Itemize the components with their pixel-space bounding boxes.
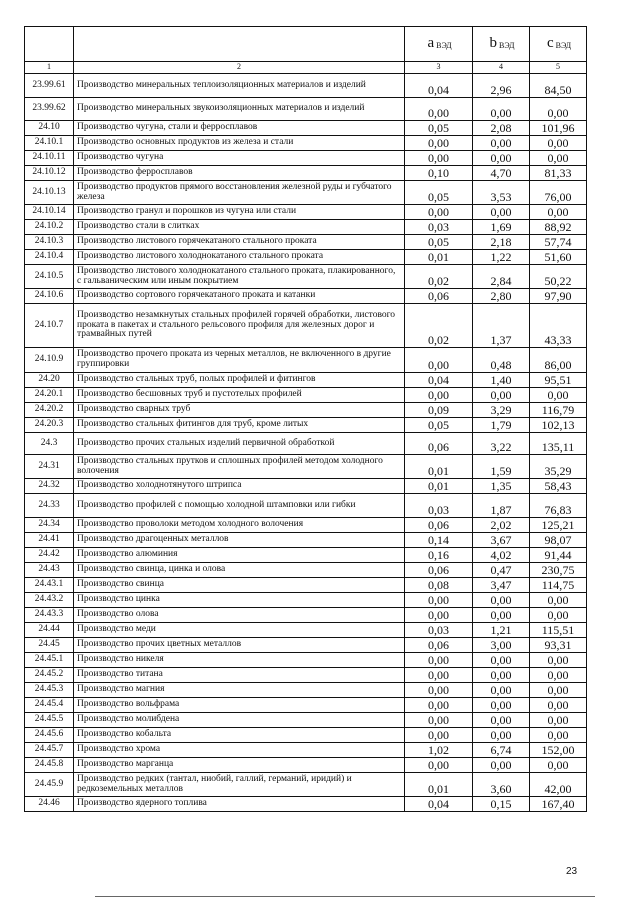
value-a-cell: 0,04 — [405, 74, 473, 98]
header-cell-c — [530, 27, 587, 62]
value-a-cell: 0,00 — [405, 136, 473, 151]
activity-name-cell: Производство холоднотянутого штрипса — [74, 479, 405, 494]
value-c-cell: 43,33 — [530, 304, 587, 348]
activity-name-cell: Производство прочих стальных изделий первичной обработкой — [74, 433, 405, 455]
activity-name-cell: Производство редких (тантал, ниобий, галлий, германий, иридий) и редкоземельных металлов — [74, 773, 405, 797]
value-a-cell: 0,05 — [405, 418, 473, 433]
value-a-cell: 0,01 — [405, 479, 473, 494]
value-a-cell: 0,01 — [405, 773, 473, 797]
value-a-cell: 0,05 — [405, 181, 473, 205]
value-c-cell: 98,07 — [530, 533, 587, 548]
table-row — [25, 250, 587, 265]
activity-code-cell: 24.43.3 — [25, 608, 74, 623]
table-row — [25, 136, 587, 151]
table-row — [25, 403, 587, 418]
table-row — [25, 533, 587, 548]
value-c-cell: 97,90 — [530, 289, 587, 304]
activity-code-cell: 24.45.9 — [25, 773, 74, 797]
table-row — [25, 518, 587, 533]
value-c-cell: 116,79 — [530, 403, 587, 418]
table-row — [25, 121, 587, 136]
table-row — [25, 623, 587, 638]
value-a-cell: 0,16 — [405, 548, 473, 563]
value-a-cell: 0,03 — [405, 494, 473, 518]
table-row — [25, 494, 587, 518]
table-row — [25, 455, 587, 479]
table-row — [25, 348, 587, 373]
activity-code-cell: 24.41 — [25, 533, 74, 548]
activity-code-cell: 24.10.2 — [25, 220, 74, 235]
value-b-cell: 0,00 — [473, 653, 530, 668]
value-b-cell: 1,22 — [473, 250, 530, 265]
value-a-cell: 0,00 — [405, 698, 473, 713]
header-b-label: b — [489, 35, 498, 52]
activity-code-cell: 24.44 — [25, 623, 74, 638]
value-b-cell: 0,00 — [473, 683, 530, 698]
activity-name-cell: Производство олова — [74, 608, 405, 623]
value-b-cell: 0,00 — [473, 136, 530, 151]
value-c-cell: 0,00 — [530, 653, 587, 668]
activity-code-cell: 24.43.1 — [25, 578, 74, 593]
value-c-cell: 50,22 — [530, 265, 587, 289]
activity-name-cell: Производство сварных труб — [74, 403, 405, 418]
activity-code-cell: 24.45.6 — [25, 728, 74, 743]
value-b-cell: 0,00 — [473, 608, 530, 623]
activity-name-cell: Производство свинца — [74, 578, 405, 593]
value-b-cell: 0,00 — [473, 388, 530, 403]
value-a-cell: 0,06 — [405, 638, 473, 653]
header-cell-name — [74, 27, 405, 62]
value-c-cell: 0,00 — [530, 205, 587, 220]
activity-name-cell: Производство марганца — [74, 758, 405, 773]
value-b-cell: 1,40 — [473, 373, 530, 388]
value-a-cell: 0,00 — [405, 151, 473, 166]
value-c-cell: 125,21 — [530, 518, 587, 533]
activity-code-cell: 24.10.7 — [25, 304, 74, 348]
table-row — [25, 304, 587, 348]
value-b-cell: 3,67 — [473, 533, 530, 548]
table-row — [25, 683, 587, 698]
activity-code-cell: 24.42 — [25, 548, 74, 563]
value-b-cell: 0,00 — [473, 98, 530, 121]
value-a-cell: 0,06 — [405, 518, 473, 533]
value-c-cell: 0,00 — [530, 593, 587, 608]
value-b-cell: 0,00 — [473, 668, 530, 683]
table-row — [25, 653, 587, 668]
activity-name-cell: Производство магния — [74, 683, 405, 698]
activity-name-cell: Производство стальных фитингов для труб, кроме литых — [74, 418, 405, 433]
value-c-cell: 0,00 — [530, 98, 587, 121]
table-row — [25, 479, 587, 494]
activity-name-cell: Производство стальных прутков и сплошных профилей методом холодного волочения — [74, 455, 405, 479]
activity-name-cell: Производство чугуна — [74, 151, 405, 166]
value-b-cell: 0,00 — [473, 698, 530, 713]
value-b-cell: 1,37 — [473, 304, 530, 348]
activity-code-cell: 24.45.1 — [25, 653, 74, 668]
activity-name-cell: Производство молибдена — [74, 713, 405, 728]
value-c-cell: 88,92 — [530, 220, 587, 235]
activity-name-cell: Производство ферросплавов — [74, 166, 405, 181]
value-c-cell: 0,00 — [530, 683, 587, 698]
column-number: 5 — [530, 62, 587, 74]
table-row — [25, 608, 587, 623]
value-c-cell: 102,13 — [530, 418, 587, 433]
value-a-cell: 0,02 — [405, 265, 473, 289]
value-b-cell: 3,47 — [473, 578, 530, 593]
header-c-subscript: ВЭД — [555, 41, 572, 51]
table-row — [25, 373, 587, 388]
value-b-cell: 3,22 — [473, 433, 530, 455]
value-b-cell: 1,69 — [473, 220, 530, 235]
activity-code-cell: 24.10.12 — [25, 166, 74, 181]
activity-name-cell: Производство минеральных звукоизоляционных материалов и изделий — [74, 98, 405, 121]
activity-code-cell: 24.34 — [25, 518, 74, 533]
value-a-cell: 0,00 — [405, 758, 473, 773]
value-a-cell: 0,08 — [405, 578, 473, 593]
value-c-cell: 0,00 — [530, 388, 587, 403]
value-a-cell: 0,01 — [405, 455, 473, 479]
table-row — [25, 151, 587, 166]
activity-code-cell: 24.10.9 — [25, 348, 74, 373]
value-a-cell: 0,00 — [405, 713, 473, 728]
column-number: 1 — [25, 62, 74, 74]
table-row — [25, 548, 587, 563]
value-c-cell: 0,00 — [530, 758, 587, 773]
value-a-cell: 0,00 — [405, 653, 473, 668]
value-a-cell: 0,03 — [405, 623, 473, 638]
value-c-cell: 81,33 — [530, 166, 587, 181]
activity-name-cell: Производство чугуна, стали и ферросплавов — [74, 121, 405, 136]
activity-code-cell: 24.43 — [25, 563, 74, 578]
value-c-cell: 152,00 — [530, 743, 587, 758]
value-b-cell: 2,08 — [473, 121, 530, 136]
activity-code-cell: 24.45.3 — [25, 683, 74, 698]
activity-code-cell: 24.20 — [25, 373, 74, 388]
activity-code-cell: 23.99.62 — [25, 98, 74, 121]
value-b-cell: 3,00 — [473, 638, 530, 653]
header-a-label: а — [427, 35, 435, 52]
value-a-cell: 0,09 — [405, 403, 473, 418]
value-a-cell: 0,06 — [405, 289, 473, 304]
value-c-cell: 57,74 — [530, 235, 587, 250]
activity-code-cell: 24.10.3 — [25, 235, 74, 250]
value-b-cell: 0,00 — [473, 593, 530, 608]
table-row — [25, 265, 587, 289]
table-row — [25, 166, 587, 181]
value-b-cell: 4,02 — [473, 548, 530, 563]
value-c-cell: 84,50 — [530, 74, 587, 98]
value-b-cell: 1,59 — [473, 455, 530, 479]
table-row — [25, 728, 587, 743]
value-c-cell: 114,75 — [530, 578, 587, 593]
value-b-cell: 1,87 — [473, 494, 530, 518]
value-a-cell: 0,05 — [405, 121, 473, 136]
coefficients-table — [24, 26, 587, 812]
table-row — [25, 74, 587, 98]
activity-code-cell: 24.10.13 — [25, 181, 74, 205]
value-a-cell: 0,00 — [405, 388, 473, 403]
activity-code-cell: 24.45 — [25, 638, 74, 653]
value-a-cell: 0,01 — [405, 250, 473, 265]
table-row — [25, 181, 587, 205]
table-row — [25, 433, 587, 455]
table-row — [25, 638, 587, 653]
value-a-cell: 0,05 — [405, 235, 473, 250]
activity-name-cell: Производство листового холоднокатаного стального проката, плакированного, с гальваническим или иным покрытием — [74, 265, 405, 289]
value-c-cell: 167,40 — [530, 797, 587, 812]
value-b-cell: 1,79 — [473, 418, 530, 433]
value-a-cell: 0,04 — [405, 373, 473, 388]
activity-code-cell: 24.10.14 — [25, 205, 74, 220]
activity-name-cell: Производство кобальта — [74, 728, 405, 743]
activity-code-cell: 24.10.1 — [25, 136, 74, 151]
value-b-cell: 0,00 — [473, 713, 530, 728]
value-b-cell: 3,29 — [473, 403, 530, 418]
header-row — [25, 27, 587, 62]
header-b-subscript: ВЭД — [499, 41, 515, 51]
value-a-cell: 0,04 — [405, 797, 473, 812]
table-row — [25, 388, 587, 403]
table-row — [25, 668, 587, 683]
value-b-cell: 0,00 — [473, 205, 530, 220]
value-c-cell: 93,31 — [530, 638, 587, 653]
table-row — [25, 743, 587, 758]
value-a-cell: 0,00 — [405, 98, 473, 121]
table-row — [25, 418, 587, 433]
value-a-cell: 0,00 — [405, 728, 473, 743]
value-c-cell: 76,00 — [530, 181, 587, 205]
table-row — [25, 289, 587, 304]
activity-name-cell: Производство гранул и порошков из чугуна или стали — [74, 205, 405, 220]
activity-name-cell: Производство продуктов прямого восстановления железной руды и губчатого железа — [74, 181, 405, 205]
column-number: 2 — [74, 62, 405, 74]
value-a-cell: 0,02 — [405, 304, 473, 348]
value-b-cell: 0,47 — [473, 563, 530, 578]
column-number-row — [25, 62, 587, 74]
value-a-cell: 0,10 — [405, 166, 473, 181]
value-c-cell: 0,00 — [530, 151, 587, 166]
value-a-cell: 1,02 — [405, 743, 473, 758]
value-c-cell: 0,00 — [530, 728, 587, 743]
activity-code-cell: 24.10.5 — [25, 265, 74, 289]
activity-name-cell: Производство титана — [74, 668, 405, 683]
activity-name-cell: Производство основных продуктов из железа и стали — [74, 136, 405, 151]
activity-name-cell: Производство стальных труб, полых профилей и фитингов — [74, 373, 405, 388]
table-row — [25, 698, 587, 713]
value-b-cell: 2,02 — [473, 518, 530, 533]
table-row — [25, 578, 587, 593]
header-a-subscript: ВЭД — [436, 41, 452, 51]
value-c-cell: 0,00 — [530, 668, 587, 683]
header-cell-b — [473, 27, 530, 62]
value-a-cell: 0,06 — [405, 563, 473, 578]
value-b-cell: 2,84 — [473, 265, 530, 289]
value-b-cell: 3,53 — [473, 181, 530, 205]
value-c-cell: 101,96 — [530, 121, 587, 136]
value-c-cell: 230,75 — [530, 563, 587, 578]
table-row — [25, 713, 587, 728]
activity-code-cell: 24.32 — [25, 479, 74, 494]
activity-name-cell: Производство незамкнутых стальных профилей горячей обработки, листового проката в пакетах и стального рельсового профиля для железных дорог и трамвайных путей — [74, 304, 405, 348]
value-a-cell: 0,06 — [405, 433, 473, 455]
activity-code-cell: 24.10 — [25, 121, 74, 136]
value-a-cell: 0,00 — [405, 348, 473, 373]
table-row — [25, 220, 587, 235]
activity-name-cell: Производство никеля — [74, 653, 405, 668]
header-c-label: с — [546, 35, 554, 52]
value-a-cell: 0,00 — [405, 205, 473, 220]
activity-code-cell: 24.45.7 — [25, 743, 74, 758]
header-cell-a — [405, 27, 473, 62]
activity-code-cell: 24.45.8 — [25, 758, 74, 773]
value-b-cell: 1,21 — [473, 623, 530, 638]
value-c-cell: 0,00 — [530, 698, 587, 713]
activity-code-cell: 24.43.2 — [25, 593, 74, 608]
activity-code-cell: 24.20.3 — [25, 418, 74, 433]
value-c-cell: 91,44 — [530, 548, 587, 563]
activity-code-cell: 24.20.1 — [25, 388, 74, 403]
value-b-cell: 0,48 — [473, 348, 530, 373]
value-b-cell: 2,96 — [473, 74, 530, 98]
activity-code-cell: 24.45.4 — [25, 698, 74, 713]
value-b-cell: 6,74 — [473, 743, 530, 758]
activity-name-cell: Производство драгоценных металлов — [74, 533, 405, 548]
value-b-cell: 0,00 — [473, 728, 530, 743]
activity-code-cell: 23.99.61 — [25, 74, 74, 98]
activity-code-cell: 24.45.5 — [25, 713, 74, 728]
value-b-cell: 1,35 — [473, 479, 530, 494]
activity-name-cell: Производство хрома — [74, 743, 405, 758]
activity-name-cell: Производство цинка — [74, 593, 405, 608]
value-c-cell: 0,00 — [530, 608, 587, 623]
value-c-cell: 95,51 — [530, 373, 587, 388]
value-b-cell: 4,70 — [473, 166, 530, 181]
activity-code-cell: 24.20.2 — [25, 403, 74, 418]
activity-code-cell: 24.46 — [25, 797, 74, 812]
activity-name-cell: Производство меди — [74, 623, 405, 638]
value-c-cell: 51,60 — [530, 250, 587, 265]
value-c-cell: 135,11 — [530, 433, 587, 455]
value-b-cell: 3,60 — [473, 773, 530, 797]
activity-code-cell: 24.45.2 — [25, 668, 74, 683]
value-a-cell: 0,00 — [405, 608, 473, 623]
activity-name-cell: Производство прочего проката из черных металлов, не включенного в другие группировки — [74, 348, 405, 373]
value-b-cell: 2,80 — [473, 289, 530, 304]
activity-name-cell: Производство вольфрама — [74, 698, 405, 713]
value-c-cell: 42,00 — [530, 773, 587, 797]
value-c-cell: 86,00 — [530, 348, 587, 373]
value-c-cell: 115,51 — [530, 623, 587, 638]
value-a-cell: 0,03 — [405, 220, 473, 235]
table-row — [25, 205, 587, 220]
table-row — [25, 563, 587, 578]
table-row — [25, 235, 587, 250]
activity-name-cell: Производство профилей с помощью холодной штамповки или гибки — [74, 494, 405, 518]
activity-code-cell: 24.10.11 — [25, 151, 74, 166]
activity-name-cell: Производство алюминия — [74, 548, 405, 563]
activity-name-cell: Производство листового горячекатаного стального проката — [74, 235, 405, 250]
value-c-cell: 76,83 — [530, 494, 587, 518]
column-number: 3 — [405, 62, 473, 74]
value-a-cell: 0,00 — [405, 593, 473, 608]
activity-name-cell: Производство минеральных теплоизоляционных материалов и изделий — [74, 74, 405, 98]
activity-code-cell: 24.33 — [25, 494, 74, 518]
value-c-cell: 58,43 — [530, 479, 587, 494]
activity-name-cell: Производство сортового горячекатаного проката и катанки — [74, 289, 405, 304]
header-cell-code — [25, 27, 74, 62]
table-row — [25, 773, 587, 797]
activity-name-cell: Производство проволоки методом холодного волочения — [74, 518, 405, 533]
activity-code-cell: 24.31 — [25, 455, 74, 479]
activity-code-cell: 24.10.6 — [25, 289, 74, 304]
footer-divider — [95, 896, 595, 897]
value-b-cell: 0,00 — [473, 758, 530, 773]
value-a-cell: 0,14 — [405, 533, 473, 548]
activity-name-cell: Производство бесшовных труб и пустотелых профилей — [74, 388, 405, 403]
activity-name-cell: Производство прочих цветных металлов — [74, 638, 405, 653]
table-row — [25, 797, 587, 812]
table-row — [25, 98, 587, 121]
page-number: 23 — [566, 866, 578, 877]
activity-name-cell: Производство ядерного топлива — [74, 797, 405, 812]
activity-name-cell: Производство свинца, цинка и олова — [74, 563, 405, 578]
activity-code-cell: 24.10.4 — [25, 250, 74, 265]
table-row — [25, 593, 587, 608]
value-b-cell: 0,15 — [473, 797, 530, 812]
value-a-cell: 0,00 — [405, 668, 473, 683]
value-c-cell: 35,29 — [530, 455, 587, 479]
value-c-cell: 0,00 — [530, 713, 587, 728]
table-row — [25, 758, 587, 773]
activity-name-cell: Производство стали в слитках — [74, 220, 405, 235]
activity-name-cell: Производство листового холоднокатаного стального проката — [74, 250, 405, 265]
value-b-cell: 0,00 — [473, 151, 530, 166]
value-a-cell: 0,00 — [405, 683, 473, 698]
column-number: 4 — [473, 62, 530, 74]
activity-code-cell: 24.3 — [25, 433, 74, 455]
value-b-cell: 2,18 — [473, 235, 530, 250]
value-c-cell: 0,00 — [530, 136, 587, 151]
